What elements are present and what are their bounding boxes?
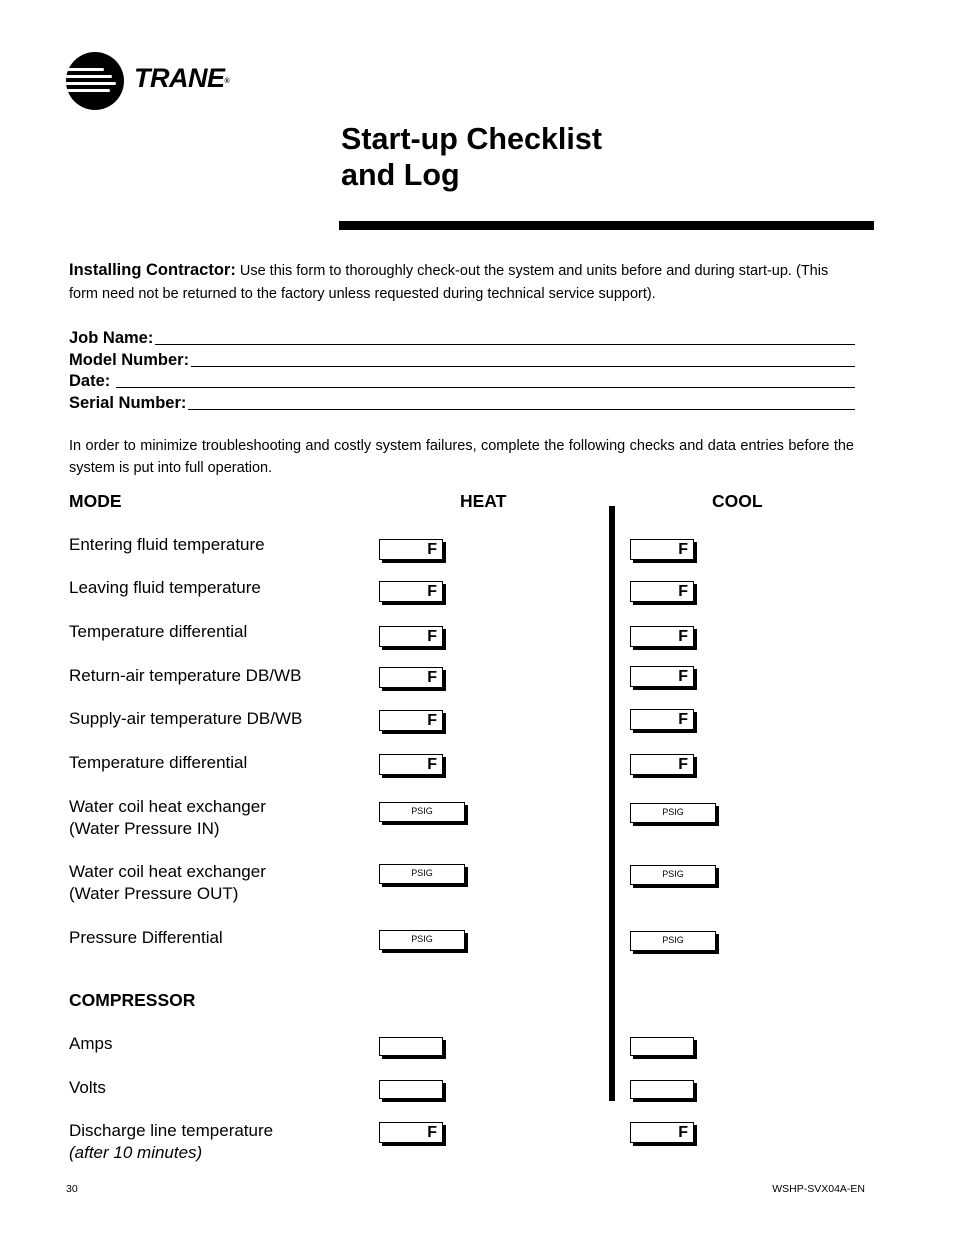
- trane-logo-mark: [66, 52, 124, 110]
- cool-entry-box[interactable]: PSIG: [630, 931, 716, 951]
- heat-entry-box[interactable]: F: [379, 754, 443, 775]
- heat-entry-box[interactable]: [379, 1037, 443, 1056]
- heat-header: HEAT: [460, 491, 507, 511]
- cool-header: COOL: [712, 491, 763, 511]
- serial-number-line[interactable]: [188, 393, 855, 410]
- cool-entry-box[interactable]: F: [630, 754, 694, 775]
- page-number: 30: [66, 1183, 78, 1195]
- cool-entry-box[interactable]: F: [630, 539, 694, 560]
- row-label: Volts: [69, 1078, 106, 1097]
- heat-entry-box[interactable]: F: [379, 581, 443, 602]
- row-label: Pressure Differential: [69, 928, 223, 947]
- model-number-line[interactable]: [191, 350, 855, 367]
- job-name-field[interactable]: [69, 325, 855, 347]
- heat-entry-box[interactable]: PSIG: [379, 802, 465, 822]
- cool-entry-box[interactable]: F: [630, 666, 694, 687]
- cool-entry-box[interactable]: [630, 1080, 694, 1099]
- instructions-note: In order to minimize troubleshooting and costly system failures, complete the following checks and data entries before the system is put into full operation.: [69, 438, 854, 476]
- cool-entry-box[interactable]: F: [630, 626, 694, 647]
- row-label: Return-air temperature DB/WB: [69, 666, 302, 685]
- heat-entry-box[interactable]: PSIG: [379, 930, 465, 950]
- job-name-label: Job Name:: [69, 329, 154, 347]
- row-label: Temperature differential: [69, 622, 248, 641]
- row-label: Water coil heat exchanger (Water Pressure OUT): [69, 862, 266, 903]
- serial-number-field[interactable]: [69, 390, 855, 412]
- cool-entry-box[interactable]: PSIG: [630, 865, 716, 885]
- page-title: Start-up Checklist and Log: [341, 122, 602, 192]
- heat-entry-box[interactable]: [379, 1080, 443, 1099]
- row-label: Discharge line temperature (after 10 minutes): [69, 1121, 274, 1162]
- compressor-header: COMPRESSOR: [69, 990, 196, 1010]
- model-number-field[interactable]: [69, 347, 855, 369]
- document-code: WSHP-SVX04A-EN: [772, 1183, 865, 1195]
- heat-entry-box[interactable]: F: [379, 539, 443, 560]
- date-line[interactable]: [116, 371, 855, 388]
- cool-entry-box[interactable]: F: [630, 1122, 694, 1143]
- cool-entry-box[interactable]: F: [630, 709, 694, 730]
- cool-entry-box[interactable]: F: [630, 581, 694, 602]
- heat-entry-box[interactable]: F: [379, 710, 443, 731]
- heat-entry-box[interactable]: F: [379, 626, 443, 647]
- mode-header: MODE: [69, 491, 122, 511]
- date-field[interactable]: [69, 368, 855, 390]
- heat-entry-box[interactable]: F: [379, 667, 443, 688]
- title-rule: [339, 221, 874, 230]
- row-label: Leaving fluid temperature: [69, 578, 261, 597]
- cool-entry-box[interactable]: PSIG: [630, 803, 716, 823]
- serial-number-label: Serial Number:: [69, 394, 187, 412]
- trane-logo-wordmark: TRANE®: [134, 63, 230, 93]
- row-label: Temperature differential: [69, 753, 248, 772]
- row-label: Water coil heat exchanger (Water Pressure IN): [69, 797, 266, 838]
- intro-text: Use this form to thoroughly check-out the system and units before and during start-up. (This form need not be returned to the factory unless requested during technical service support).: [69, 263, 829, 302]
- date-label: Date:: [69, 372, 111, 390]
- cool-entry-box[interactable]: [630, 1037, 694, 1056]
- row-label: Entering fluid temperature: [69, 535, 265, 554]
- job-name-line[interactable]: [155, 328, 855, 345]
- column-divider: [609, 506, 615, 1101]
- heat-entry-box[interactable]: F: [379, 1122, 443, 1143]
- row-label: Supply-air temperature DB/WB: [69, 709, 303, 728]
- heat-entry-box[interactable]: PSIG: [379, 864, 465, 884]
- model-number-label: Model Number:: [69, 351, 190, 369]
- row-label: Amps: [69, 1034, 113, 1053]
- intro-paragraph: [69, 259, 854, 306]
- intro-lead: Installing Contractor:: [69, 261, 236, 279]
